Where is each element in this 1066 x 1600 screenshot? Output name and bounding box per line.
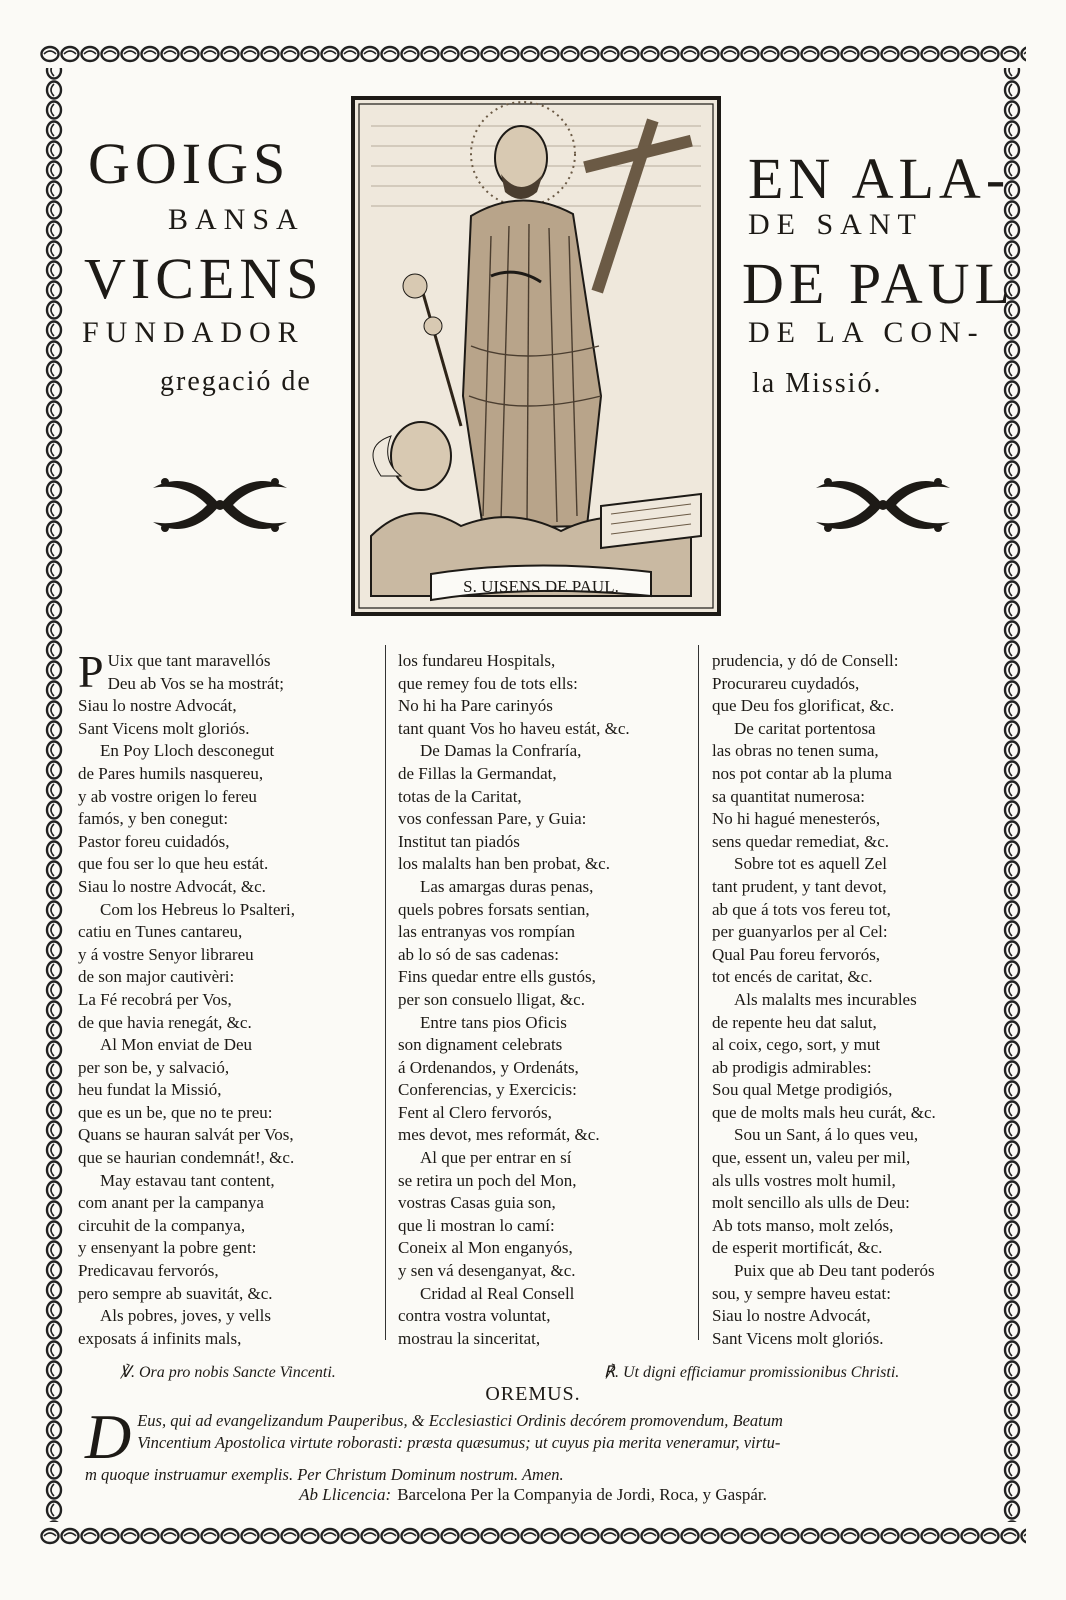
verse-line: vostras Casas guia son, (398, 1193, 556, 1213)
woodcut-banner-caption: S. UISENS DE PAUL. (463, 577, 619, 596)
verse-line: ab prodigis admirables: (712, 1057, 872, 1077)
verse-line: La Fé recobrá per Vos, (78, 989, 232, 1009)
verse-line: Com los Hebreus lo Psalteri, (100, 899, 296, 919)
verse-line: mes devot, mes reformát, &c. (398, 1125, 600, 1145)
verse-line: y ab vostre origen lo fereu (78, 786, 257, 806)
verse-line: Puix que ab Deu tant poderós (734, 1261, 935, 1281)
verse-line: circuhit de la companya, (78, 1215, 246, 1235)
verse-line: mostrau la sinceritat, (398, 1328, 541, 1348)
response-text: ℟. Ut digni efficiamur promissionibus Christi. (604, 1364, 900, 1381)
verse-line: Al que per entrar en sí (420, 1148, 572, 1168)
verse-line: No hi hagué menesterós, (712, 809, 881, 829)
drop-cap-p: P (78, 646, 104, 697)
verse-line: per son consuelo lligat, &c. (398, 989, 585, 1009)
verse-line: Conferencias, y Exercicis: (398, 1080, 577, 1100)
verse-line: sa quantitat numerosa: (712, 786, 865, 806)
verse-line: contra vostra voluntat, (398, 1306, 551, 1326)
verse-line: No hi ha Pare carinyós (398, 696, 553, 716)
prayer-line: Eus, qui ad evangelizandum Pauperibus, & Ecclesiastici Ordinis decórem promovendum, Beatum (137, 1411, 783, 1430)
verse-line: Sou qual Metge prodigiós, (712, 1080, 893, 1100)
column-divider-1 (385, 645, 386, 1340)
verse-line: Qual Pau foreu fervorós, (712, 944, 881, 964)
verse-line: De Damas la Confraría, (420, 741, 582, 761)
verse-line: per guanyarlos per al Cel: (712, 922, 888, 942)
verse-line: Pastor foreu cuidadós, (78, 831, 230, 851)
verse-line: pero sempre ab suavitát, &c. (78, 1283, 273, 1303)
verse-line: que es un be, que no te preu: (78, 1102, 273, 1122)
title-left-bansa: BANSA (168, 203, 305, 236)
verse-line: y á vostre Senyor librareu (78, 944, 254, 964)
title-right-de-paul: DE PAUL (742, 251, 1015, 316)
verse-line: Cridad al Real Consell (420, 1283, 575, 1303)
verse-line: Fent al Clero fervorós, (398, 1102, 552, 1122)
verse-line: En Poy Lloch desconegut (100, 741, 275, 761)
verse-line: catiu en Tunes cantareu, (78, 922, 243, 942)
verse-column-1 (78, 646, 378, 1350)
verse-line: las obras no tenen suma, (712, 741, 879, 761)
verse-line: son dignament celebrats (398, 1035, 563, 1055)
verse-line: Sant Vicens molt gloriós. (712, 1328, 884, 1348)
verse-line: Entre tans pios Oficis (420, 1012, 567, 1032)
drop-cap-d: D (85, 1401, 132, 1472)
verse-line: tant prudent, y tant devot, (712, 876, 887, 896)
border-top-chain (40, 40, 1026, 68)
verse-line: que fou ser lo que heu estát. (78, 854, 269, 874)
title-left-vicens: VICENS (84, 246, 324, 311)
border-bottom-chain (40, 1522, 1026, 1550)
title-right-de-la-con: DE LA CON- (748, 316, 985, 349)
verse-line: sou, y sempre haveu estat: (712, 1283, 891, 1303)
verse-line: heu fundat la Missió, (78, 1080, 222, 1100)
verse-line: los fundareu Hospitals, (398, 651, 556, 670)
verse-line: los malalts han ben probat, &c. (398, 854, 610, 874)
verse-line: y sen vá desenganyat, &c. (398, 1261, 576, 1281)
verse-line: Las amargas duras penas, (420, 876, 594, 896)
verse-line: y ensenyant la pobre gent: (78, 1238, 257, 1258)
verse-line: de Fillas la Germandat, (398, 763, 557, 783)
verse-line: las entranyas vos rompían (398, 922, 576, 942)
verse-line: de Pares humils nasquereu, (78, 763, 264, 783)
verse-line: Fins quedar entre ells gustós, (398, 967, 596, 987)
verse-line: tant quant Vos ho haveu estát, &c. (398, 718, 630, 738)
verse-column-3 (712, 650, 1012, 1350)
saint-woodcut-image (351, 96, 721, 616)
border-left-chain (40, 40, 68, 1550)
verse-line: que Deu fos glorificat, &c. (712, 696, 895, 716)
verse-line: Deu ab Vos se ha mostrát; (107, 673, 285, 693)
verse-line: de esperit mortificát, &c. (712, 1238, 883, 1258)
title-left-fundador: FUNDADOR (82, 316, 305, 349)
verse-column-2 (398, 650, 693, 1350)
license-text: Barcelona Per la Companyia de Jordi, Roca, y Gaspár. (397, 1485, 767, 1504)
verse-line: que li mostran lo camí: (398, 1215, 555, 1235)
verse-line: Sou un Sant, á lo ques veu, (734, 1125, 919, 1145)
verse-line: á Ordenandos, y Ordenáts, (398, 1057, 579, 1077)
prayer-paragraph (85, 1401, 990, 1486)
verse-line: Quans se hauran salvát per Vos, (78, 1125, 294, 1145)
verse-line: molt sencillo als ulls de Deu: (712, 1193, 910, 1213)
verse-line: al coix, cego, sort, y mut (712, 1035, 881, 1055)
verse-line: totas de la Caritat, (398, 786, 522, 806)
title-left-goigs: GOIGS (88, 131, 291, 196)
verse-line: nos pot contar ab la pluma (712, 763, 892, 783)
verse-line: sens quedar remediat, &c. (712, 831, 890, 851)
verse-line: Coneix al Mon enganyós, (398, 1238, 573, 1258)
verse-line: per son be, y salvació, (78, 1057, 230, 1077)
printer-license (0, 1485, 1066, 1505)
verse-line: prudencia, y dó de Consell: (712, 651, 899, 670)
verse-line: que se haurian condemnát!, &c. (78, 1148, 295, 1168)
title-right-la-missio: la Missió. (752, 368, 883, 399)
versicle-text: ℣. Ora pro nobis Sancte Vincenti. (120, 1364, 336, 1381)
title-left-gregacio: gregació de (160, 366, 312, 397)
verse-line: Uix que tant maravellós (107, 651, 271, 670)
verse-line: que remey fou de tots ells: (398, 673, 578, 693)
title-right-en-ala: EN ALA- (748, 146, 1011, 211)
verse-line: tot encés de caritat, &c. (712, 967, 873, 987)
verse-line: Institut tan piadós (398, 831, 520, 851)
verse-line: Siau lo nostre Advocát, (712, 1306, 871, 1326)
verse-line: Predicavau fervorós, (78, 1261, 219, 1281)
verse-line: May estavau tant content, (100, 1170, 275, 1190)
verse-line: que, essent un, valeu per mil, (712, 1148, 911, 1168)
verse-line: de repente heu dat salut, (712, 1012, 877, 1032)
title-right-de-sant: DE SANT (748, 208, 923, 241)
verse-line: de que havia renegát, &c. (78, 1012, 252, 1032)
verse-line: Siau lo nostre Advocát, &c. (78, 876, 266, 896)
prayer-line: Vincentium Apostolica virtute roborasti: præsta quæsumus; ut cuyus pia merita veneramur, virtu- (137, 1433, 781, 1452)
verse-line: exposats á infinits mals, (78, 1328, 242, 1348)
verse-line: Ab tots manso, molt zelós, (712, 1215, 894, 1235)
versicle-response-line (120, 1362, 1000, 1382)
verse-line: Als pobres, joves, y vells (100, 1306, 271, 1326)
verse-line: De caritat portentosa (734, 718, 876, 738)
verse-line: que de molts mals heu curát, &c. (712, 1102, 936, 1122)
verse-line: ab que á tots vos fereu tot, (712, 899, 891, 919)
verse-line: Siau lo nostre Advocát, (78, 696, 237, 716)
verse-line: Sobre tot es aquell Zel (734, 854, 887, 874)
verse-line: Procurareu cuydadós, (712, 673, 860, 693)
fleuron-right-ornament (808, 470, 958, 540)
verse-line: ab lo só de sas cadenas: (398, 944, 559, 964)
verse-line: als ulls vostres molt humil, (712, 1170, 896, 1190)
verse-line: se retira un poch del Mon, (398, 1170, 577, 1190)
verse-line: de son major cautivèri: (78, 967, 235, 987)
verse-line: com anant per la campanya (78, 1193, 264, 1213)
verse-line: Sant Vicens molt gloriós. (78, 718, 250, 738)
fleuron-left-ornament (145, 470, 295, 540)
oremus-heading: OREMUS. (485, 1383, 581, 1405)
prayer-line: m quoque instruamur exemplis. Per Christum Dominum nostrum. Amen. (85, 1465, 564, 1484)
license-label: Ab Llicencia: (299, 1485, 392, 1504)
column-divider-2 (698, 645, 699, 1340)
verse-line: vos confessan Pare, y Guia: (398, 809, 587, 829)
verse-line: quels pobres forsats sentian, (398, 899, 590, 919)
verse-line: Als malalts mes incurables (734, 989, 917, 1009)
verse-line: famós, y ben conegut: (78, 809, 229, 829)
verse-line: Al Mon enviat de Deu (100, 1035, 253, 1055)
